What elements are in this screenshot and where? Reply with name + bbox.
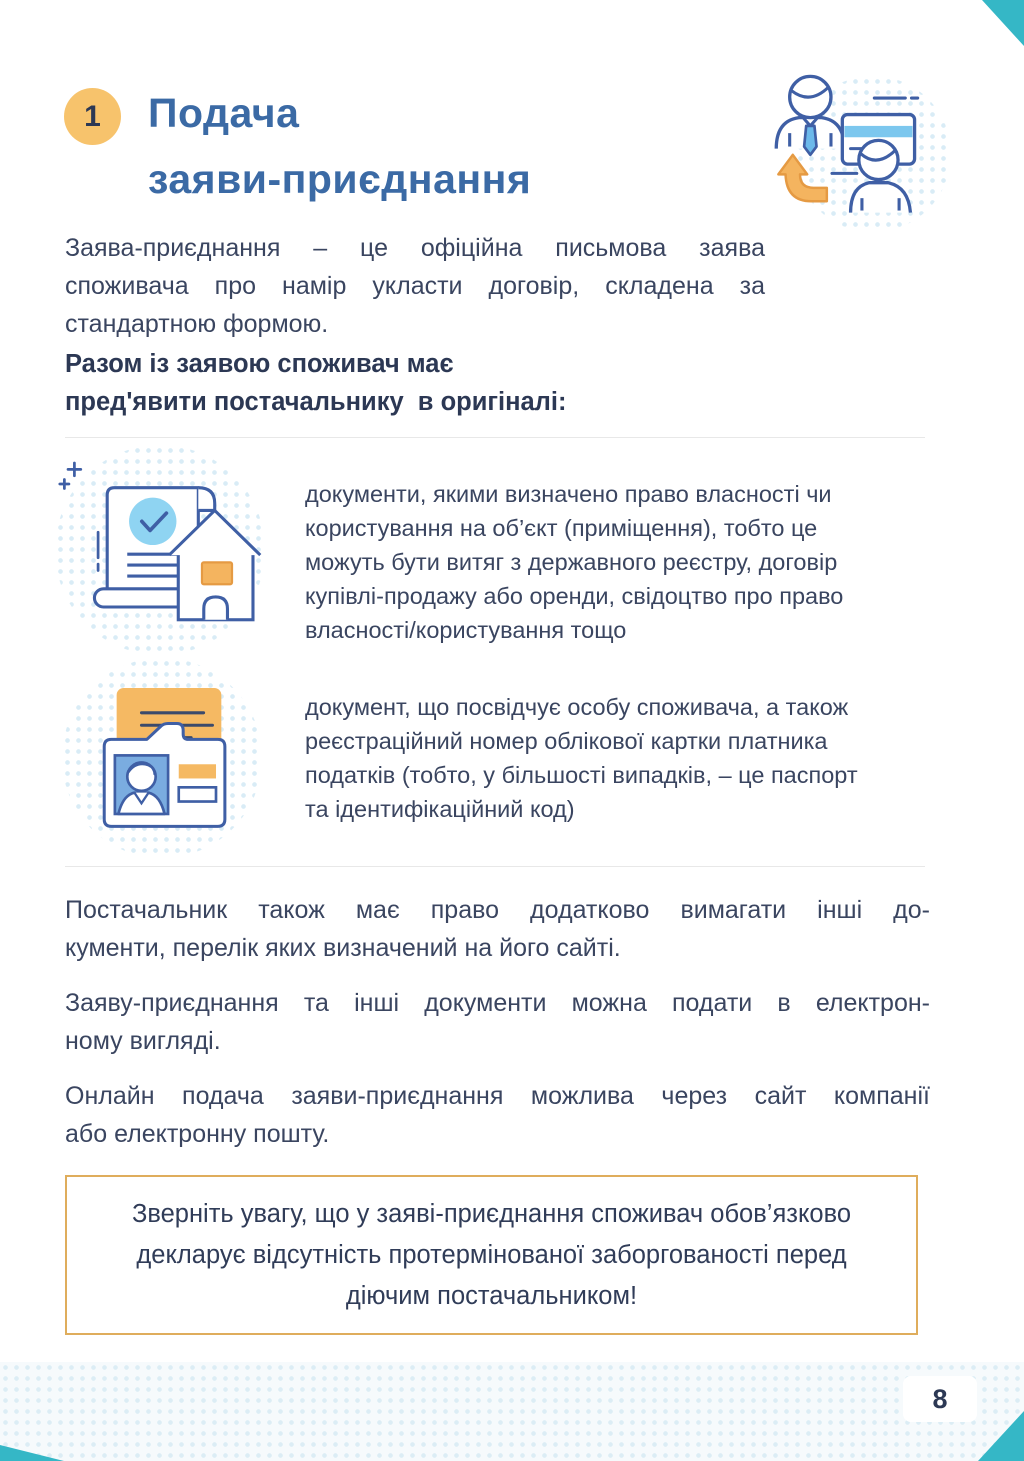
page-number: 8 [903,1376,977,1422]
teal-corner-top-right [982,0,1024,46]
footer-dotted-pattern [0,1362,1024,1461]
requirement-text: документи, якими визначено право власності чи користування на об’єкт (приміщення), тобто це можуть бути витяг з державного реєстру, договір купівлі-продажу або оренди, свідоцтво про право власності/користування тощо [305,481,844,643]
notice-box [65,1175,918,1335]
step-number-badge: 1 [64,88,121,145]
intro-paragraph: Заява-приєднання – це офіційна письмова заява споживача про намір укласти договір, складена за стандартною формою. [65,234,765,338]
body-paragraph: Постачальник також має право додатково вимагати інші до- кументи, перелік яких визначений на його сайті. [65,896,930,962]
requirements-subheading: Разом із заявою споживач має пред'явити постачальнику в оригіналі: [65,350,567,416]
page-title: Подача заяви-приєднання [148,90,532,202]
body-paragraph: Заяву-приєднання та інші документи можна подати в електрон- ному вигляді. [65,989,930,1055]
ownership-house-document-icon [58,452,263,639]
customer-handover-documents-icon [768,70,928,220]
body-paragraph: Онлайн подача заяви-приєднання можлива через сайт компанії або електронну пошту. [65,1082,930,1148]
divider [65,866,925,867]
divider [65,437,925,438]
identity-folder-icon [72,672,250,845]
notice-text: Зверніть увагу, що у заяві-приєднання споживач обов’язково декларує відсутність протермінованої заборгованості перед діючим постачальником! [131,1199,852,1310]
teal-corner-bottom-right [978,1411,1024,1461]
teal-corner-bottom-left [0,1445,64,1461]
requirement-text: документ, що посвідчує особу споживача, а також реєстраційний номер облікової картки платника податків (тобто, у більшості випадків, – це паспорт та ідентифікаційний код) [305,694,858,822]
